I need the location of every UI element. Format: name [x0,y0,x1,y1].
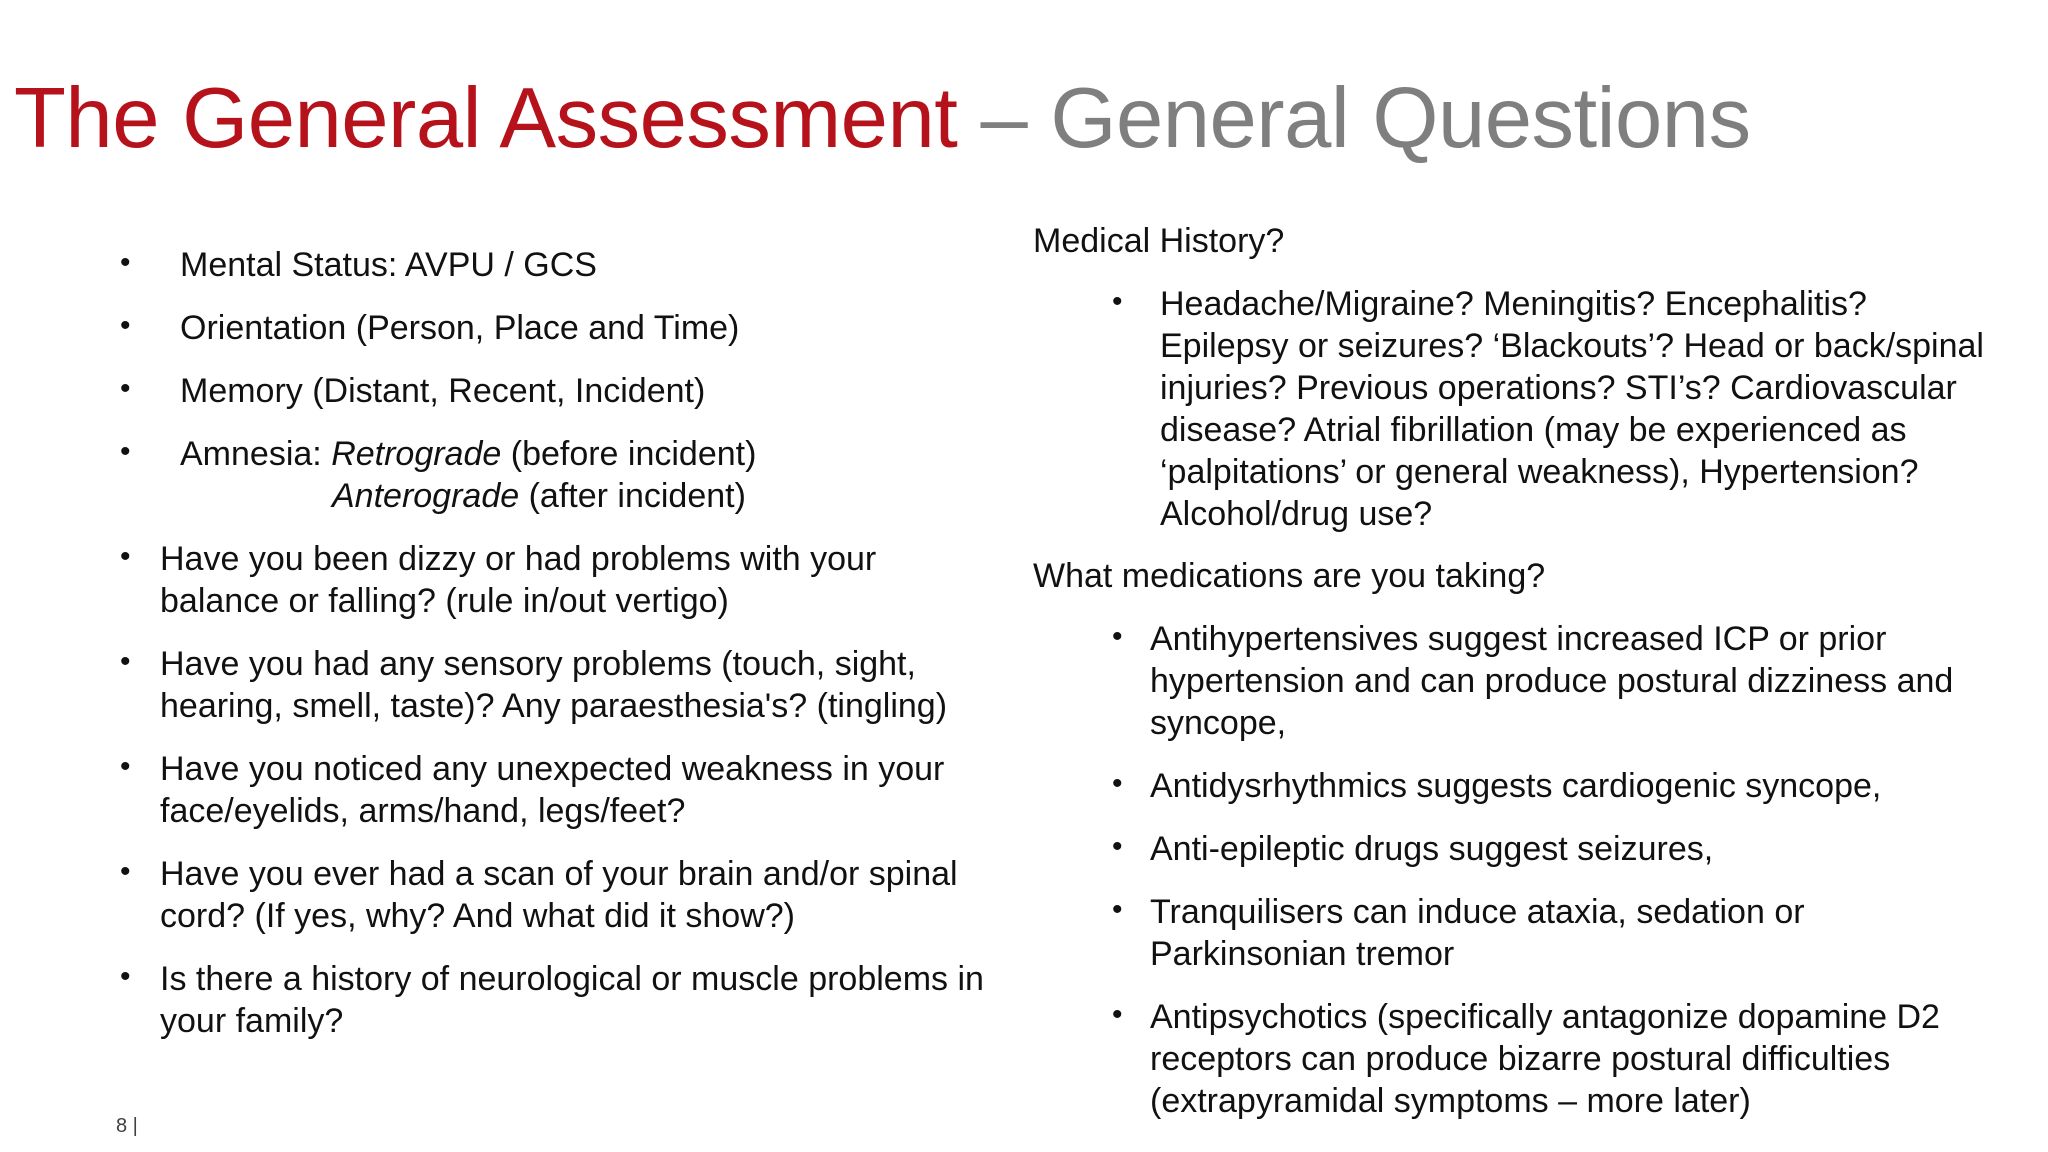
medication-item [1112,618,1992,744]
list-item-text: Memory (Distant, Recent, Incident) [180,372,706,410]
amnesia-anterograde-term: Anterograde [332,477,520,515]
medical-history-text: Headache/Migraine? Meningitis? Encephalitis? Epilepsy or seizures? ‘Blackouts’? Head or back/spinal injuries? Previous operations? STI’s? Cardiovascular disease? Atrial fibrillation (may be experienced as ‘palpitations’ or general weakness), Hypertension? Alcohol/drug use? [1160,285,1984,533]
list-item [120,643,1020,727]
medication-text: Tranquilisers can induce ataxia, sedation or Parkinsonian tremor [1150,893,1805,973]
title-subtitle: General Questions [1050,71,1751,166]
bullet-marker: • [120,855,131,888]
medication-item [1112,996,1992,1122]
list-item-text: Have you been dizzy or had problems with your balance or falling? (rule in/out vertigo) [160,540,877,620]
list-item [120,244,1020,286]
list-item-amnesia [120,433,1020,517]
medication-item [1112,891,1992,975]
list-item-text: Have you noticed any unexpected weakness in your face/eyelids, arms/hand, legs/feet? [160,750,945,830]
medication-item [1112,828,1992,870]
amnesia-prefix: Amnesia: [180,435,332,473]
list-item [120,853,1020,937]
bullet-marker: • [1112,830,1123,863]
amnesia-retrograde-term: Retrograde [331,435,502,473]
amnesia-second-line [332,475,1020,517]
medication-text: Anti-epileptic drugs suggest seizures, [1150,830,1714,868]
bullet-marker: • [120,645,131,678]
medication-text: Antipsychotics (specifically antagonize dopamine D2 receptors can produce bizarre postural difficulties (extrapyramidal symptoms – more later) [1150,998,1940,1120]
list-item-text: Have you had any sensory problems (touch, sight, hearing, smell, taste)? Any paraesthesia's? (tingling) [160,645,948,725]
list-item-text: Have you ever had a scan of your brain and/or spinal cord? (If yes, why? And what did it show?) [160,855,958,935]
bullet-marker: • [120,372,131,405]
list-item-text [180,433,1020,517]
list-item [120,307,1020,349]
bullet-marker: • [1112,285,1123,318]
amnesia-retrograde-desc: (before incident) [501,435,757,473]
list-item [120,748,1020,832]
bullet-marker: • [1112,767,1123,800]
list-item-text: Is there a history of neurological or muscle problems in your family? [160,960,984,1040]
bullet-marker: • [120,540,131,573]
medication-item [1112,765,1992,807]
title-main: The General Assessment [14,71,958,166]
medication-text: Antidysrhythmics suggests cardiogenic syncope, [1150,767,1882,805]
medication-text: Antihypertensives suggest increased ICP or prior hypertension and can produce postural dizziness and syncope, [1150,620,1954,742]
bullet-marker: • [120,435,131,468]
bullet-marker: • [1112,893,1123,926]
bullet-marker: • [1112,998,1123,1031]
list-item-text: Orientation (Person, Place and Time) [180,309,740,347]
bullet-marker: • [120,960,131,993]
list-item [120,370,1020,412]
list-item-text: Mental Status: AVPU / GCS [180,246,597,284]
medical-history-heading: Medical History? [1033,222,1285,260]
bullet-marker: • [1112,620,1123,653]
list-item [120,958,1020,1042]
bullet-marker: • [120,750,131,783]
list-item [120,538,1020,622]
page-number: 8 | [116,1115,138,1137]
bullet-marker: • [120,309,131,342]
slide-title [14,72,1751,166]
title-separator: – [957,71,1051,166]
amnesia-anterograde-desc: (after incident) [519,477,746,515]
medications-heading: What medications are you taking? [1033,557,1546,595]
bullet-marker: • [120,246,131,279]
medical-history-item [1112,283,1992,535]
